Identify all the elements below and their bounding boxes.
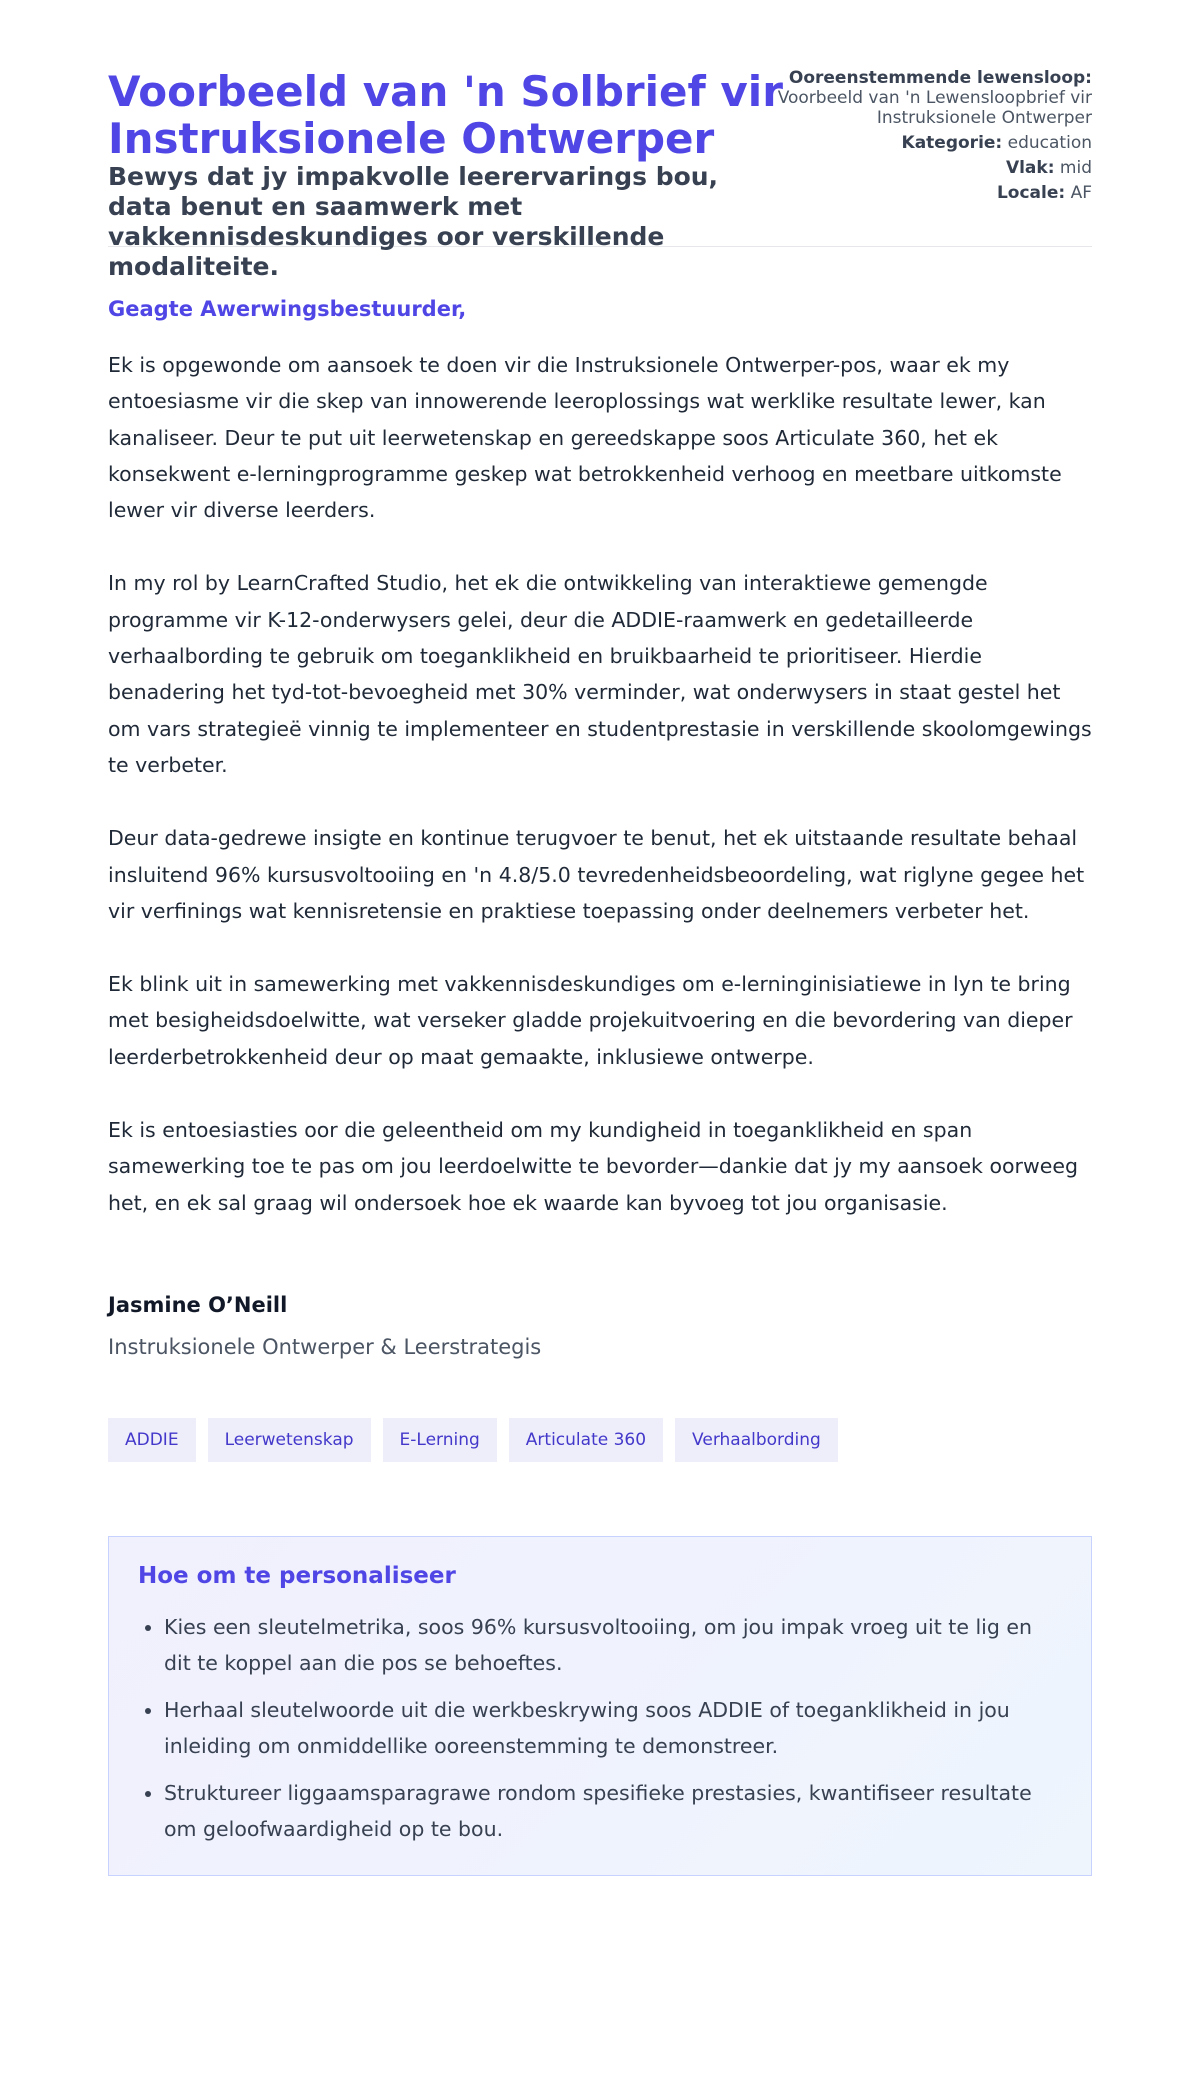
letter-body: [108, 347, 1092, 1221]
body-paragraph: Ek is entoesiasties oor die geleentheid om my kundigheid in toeganklikheid en span samewerking toe te pas om jou leerdoelwitte te bevorder—dankie dat jy my aansoek oorweeg het, en ek sal graag wil ondersoek hoe ek waarde kan byvoeg tot jou organisasie.: [108, 1118, 1078, 1215]
meta-level: [772, 158, 1092, 178]
meta-match: [772, 68, 1092, 128]
body-paragraph: Ek is opgewonde om aansoek te doen vir die Instruksionele Ontwerper-pos, waar ek my entoesiasme vir die skep van innowerende leeroplossings wat werklike resultate lewer, kan kanaliseer. Deur te put uit leerwetenskap en gereedskappe soos Articulate 360, het ek konsekwent e-lerningprogramme geskep wat betrokkenheid verhoog en meetbare uitkomste lewer vir diverse leerders.: [108, 353, 1062, 523]
signature-role: Instruksionele Ontwerper & Leerstrategis: [108, 1334, 542, 1359]
meta-match-value[interactable]: Voorbeeld van 'n Lewensloopbrief vir Instruksionele Ontwerper: [777, 88, 1092, 128]
meta-locale: [772, 183, 1092, 203]
body-paragraph: Ek blink uit in samewerking met vakkennisdeskundiges om e-lerninginisiatiewe in lyn te bring met besigheidsdoelwitte, wat verseker gladde projekuitvoering en die bevordering van dieper leerderbetrokkenheid deur op maat gemaakte, inklusiewe ontwerpe.: [108, 972, 1073, 1069]
skill-tag[interactable]: E-Lerning: [383, 1418, 497, 1462]
meta-category: [772, 133, 1092, 153]
letter-header: [108, 0, 1092, 281]
meta-match-label: Ooreenstemmende lewensloop:: [788, 68, 1092, 88]
tip-item: • Struktureer liggaamsparagrawe rondom spesifieke prestasies, kwantifiseer resultate om geloofwaardigheid op te bou.: [164, 1775, 1062, 1847]
tips-title: Hoe om te personaliseer: [138, 1562, 456, 1589]
signature-name: Jasmine O’Neill: [108, 1292, 288, 1317]
signature: [108, 1291, 1092, 1361]
tips-list: [138, 1609, 1062, 1847]
personalization-tips: [108, 1536, 1092, 1876]
skill-tag[interactable]: Verhaalbording: [675, 1418, 838, 1462]
meta-category-value: education: [1007, 133, 1092, 153]
body-paragraph: Deur data-gedrewe insigte en kontinue terugvoer te benut, het ek uitstaande resultate behaal insluitend 96% kursusvoltooiing en 'n 4.8/5.0 tevredenheidsbeoordeling, wat riglyne gegee het vir verfinings wat kennisretensie en praktiese toepassing onder deelnemers verbeter het.: [108, 826, 1085, 923]
body-paragraph: In my rol by LearnCrafted Studio, het ek die ontwikkeling van interaktiewe gemengde programme vir K-12-onderwysers gelei, deur die ADDIE-raamwerk en gedetailleerde verhaalbording te gebruik om toeganklikheid en bruikbaarheid te prioritiseer. Hierdie benadering het tyd-tot-bevoegheid met 30% verminder, wat onderwysers in staat gestel het om vars strategieë vinnig te implementeer en studentprestasie in verskillende skoolomgewings te verbeter.: [108, 571, 1092, 777]
meta-panel: [772, 68, 1092, 203]
tip-item: • Kies een sleutelmetrika, soos 96% kursusvoltooiing, om jou impak vroeg uit te lig en dit te koppel aan die pos se behoeftes.: [164, 1609, 1062, 1681]
page-title: Voorbeeld van 'n Solbrief vir Instruksionele Ontwerper: [108, 67, 783, 163]
meta-locale-label: Locale:: [996, 183, 1066, 203]
skill-tag[interactable]: Leerwetenskap: [208, 1418, 371, 1462]
meta-level-value: mid: [1059, 158, 1092, 178]
skill-tag[interactable]: Articulate 360: [509, 1418, 663, 1462]
salutation: Geagte Awerwingsbestuurder,: [108, 297, 467, 321]
meta-locale-value: AF: [1070, 183, 1092, 203]
skill-tag[interactable]: ADDIE: [108, 1418, 196, 1462]
page-subtitle: Bewys dat jy impakvolle leerervarings bou, data benut en saamwerk met vakkennisdeskundiges oor verskillende modaliteite.: [108, 162, 719, 281]
skill-tags: [108, 1418, 1092, 1462]
meta-category-label: Kategorie:: [901, 133, 1003, 153]
tip-item: • Herhaal sleutelwoorde uit die werkbeskrywing soos ADDIE of toeganklikheid in jou inleiding om onmiddellike ooreenstemming te demonstreer.: [164, 1692, 1062, 1764]
meta-level-label: Vlak:: [1005, 158, 1055, 178]
